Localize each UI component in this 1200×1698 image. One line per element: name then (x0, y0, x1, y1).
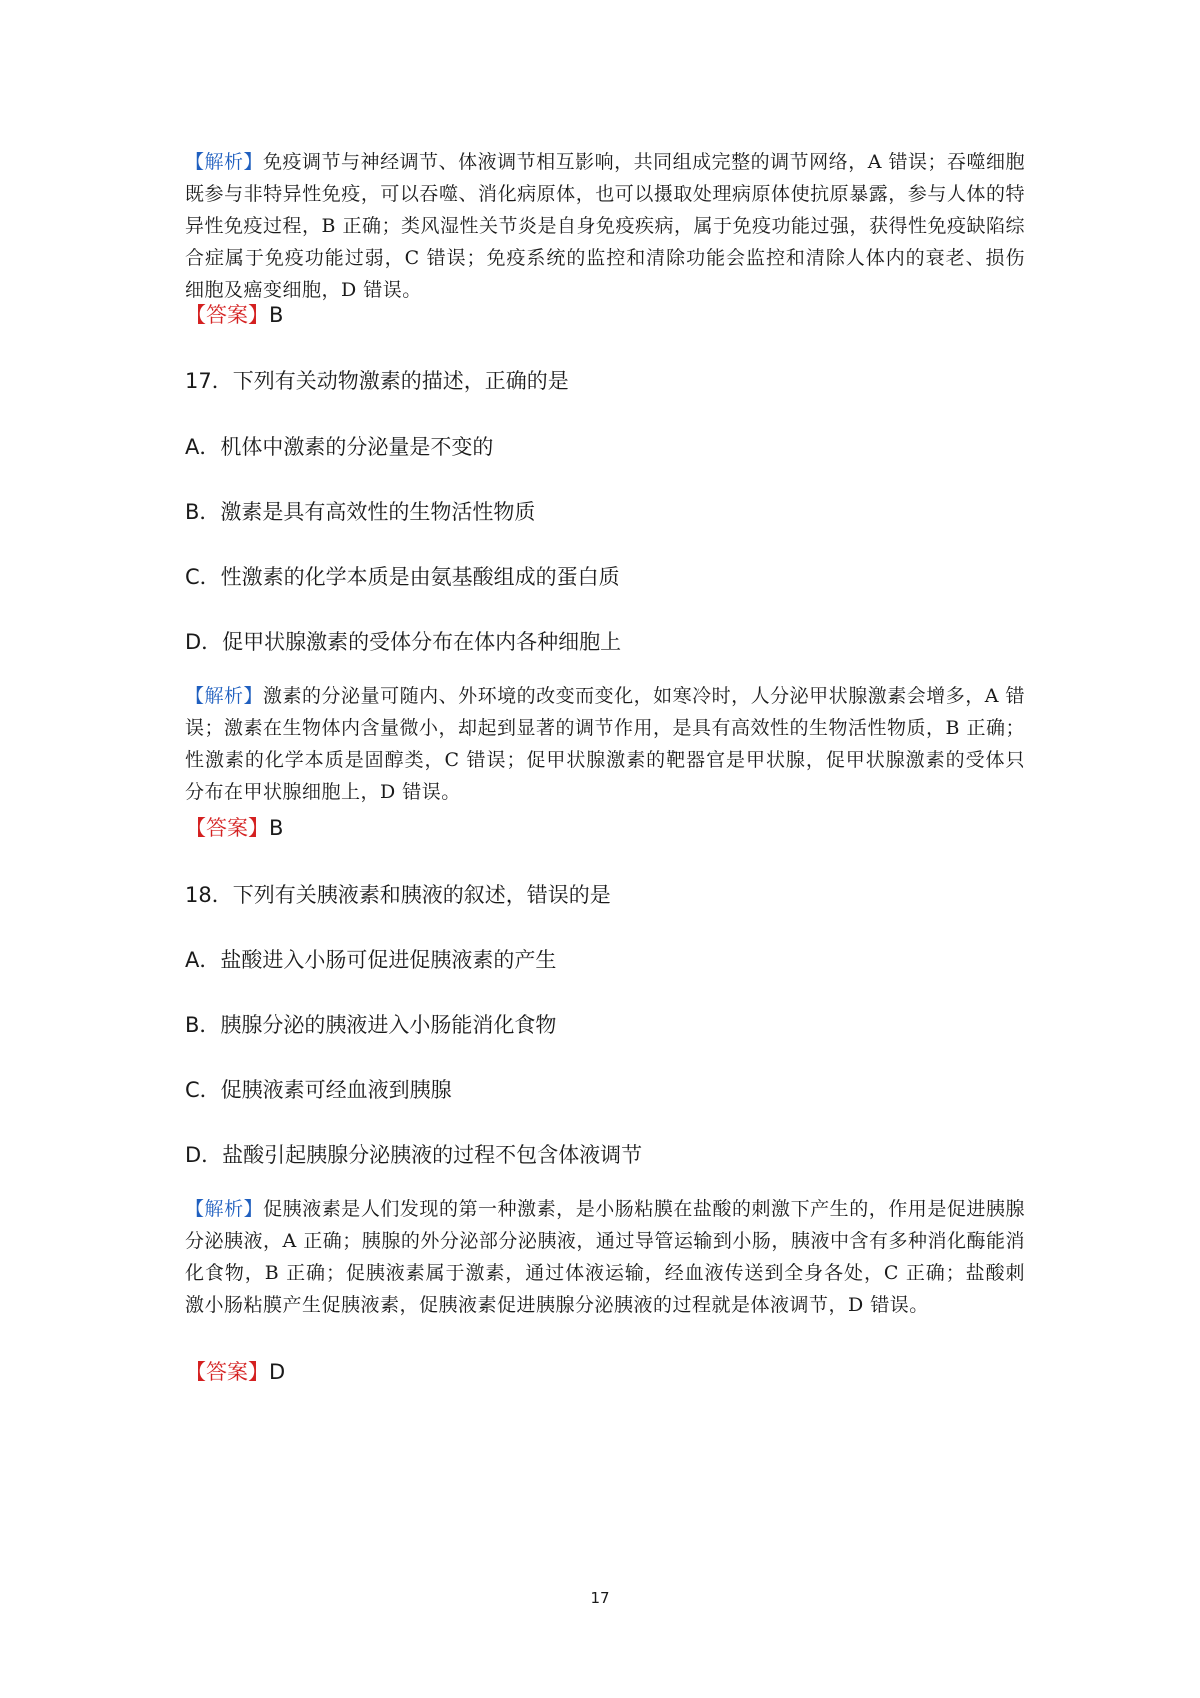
question-17 (185, 366, 1025, 396)
question-text: 18．下列有关胰液素和胰液的叙述，错误的是 (185, 883, 611, 907)
analysis-text: 激素的分泌量可随内、外环境的改变而变化，如寒冷时，人分泌甲状腺激素会增多，A 错误；激素在生物体内含量微小，却起到显著的调节作用，是具有高效性的生物活性物质，B 正确；性激素的化学本质是固醇类，C 错误；促甲状腺激素的靶器官是甲状腺，促甲状腺激素的受体只分布在甲状腺细胞上，D 错误。 (185, 685, 1026, 803)
option-text: B．胰腺分泌的胰液进入小肠能消化食物 (185, 1013, 557, 1037)
answer-value: D (269, 1360, 286, 1384)
question-18-option-a (185, 945, 1025, 975)
question-18-option-b (185, 1010, 1025, 1040)
answer-value: B (269, 303, 284, 327)
option-text: A．盐酸进入小肠可促进促胰液素的产生 (185, 948, 557, 972)
analysis-tag: 【解析】 (185, 1198, 264, 1220)
answer-value: B (269, 816, 284, 840)
question-18-option-c (185, 1075, 1025, 1105)
answer-tag: 【答案】 (185, 816, 269, 840)
option-text: D．盐酸引起胰腺分泌胰液的过程不包含体液调节 (185, 1143, 643, 1167)
analysis-tag: 【解析】 (185, 151, 264, 173)
answer-tag: 【答案】 (185, 1360, 269, 1384)
option-text: C．促胰液素可经血液到胰腺 (185, 1078, 452, 1102)
question-17-option-d (185, 627, 1025, 657)
page-number: 17 (590, 1589, 610, 1607)
option-text: B．激素是具有高效性的生物活性物质 (185, 500, 536, 524)
answer-18 (185, 1357, 1025, 1387)
answer-17 (185, 813, 1025, 843)
answer-16 (185, 300, 1025, 330)
analysis-16 (185, 146, 1025, 306)
option-text: C．性激素的化学本质是由氨基酸组成的蛋白质 (185, 565, 620, 589)
option-text: D．促甲状腺激素的受体分布在体内各种细胞上 (185, 630, 622, 654)
analysis-18 (185, 1193, 1025, 1321)
analysis-text: 免疫调节与神经调节、体液调节相互影响，共同组成完整的调节网络，A 错误；吞噬细胞既参与非特异性免疫，可以吞噬、消化病原体，也可以摄取处理病原体使抗原暴露，参与人体的特异性免疫过程，B 正确；类风湿性关节炎是自身免疫疾病，属于免疫功能过强，获得性免疫缺陷综合症属于免疫功能过弱，C 错误；免疫系统的监控和清除功能会监控和清除人体内的衰老、损伤细胞及癌变细胞，D 错误。 (185, 151, 1026, 301)
analysis-text: 促胰液素是人们发现的第一种激素，是小肠粘膜在盐酸的刺激下产生的，作用是促进胰腺分泌胰液，A 正确；胰腺的外分泌部分泌胰液，通过导管运输到小肠，胰液中含有多种消化酶能消化食物，B 正确；促胰液素属于激素，通过体液运输，经血液传送到全身各处，C 正确；盐酸刺激小肠粘膜产生促胰液素，促胰液素促进胰腺分泌胰液的过程就是体液调节，D 错误。 (185, 1198, 1025, 1316)
analysis-tag: 【解析】 (185, 685, 264, 707)
answer-tag: 【答案】 (185, 303, 269, 327)
option-text: A．机体中激素的分泌量是不变的 (185, 435, 494, 459)
question-17-option-b (185, 497, 1025, 527)
question-18-option-d (185, 1140, 1025, 1170)
question-18 (185, 880, 1025, 910)
analysis-17 (185, 680, 1025, 808)
question-17-option-a (185, 432, 1025, 462)
question-text: 17．下列有关动物激素的描述，正确的是 (185, 369, 569, 393)
question-17-option-c (185, 562, 1025, 592)
